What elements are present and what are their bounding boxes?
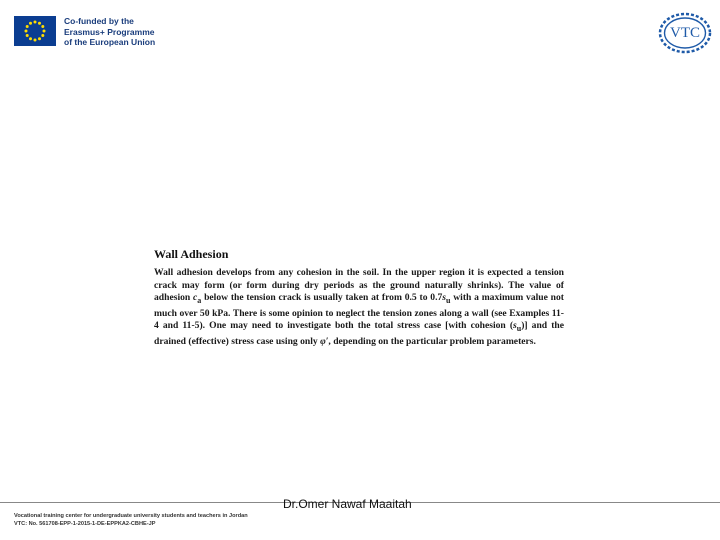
footer-line-2: VTC: No. 561708-EPP-1-2015-1-DE-EPPKA2-CBHE-JP	[14, 521, 156, 527]
vtc-logo	[658, 12, 712, 54]
symbol-ca: c	[193, 292, 198, 304]
document-excerpt	[154, 247, 564, 348]
eu-cofunded-text	[64, 16, 155, 48]
symbol-su-2-sub: u	[516, 324, 522, 334]
eu-line-1: Co-funded by the	[64, 16, 134, 26]
text-part-4: )] and the drained (effective) stress case using only	[154, 320, 564, 347]
symbol-ca-sub: a	[197, 296, 202, 306]
eu-flag-icon	[14, 16, 56, 46]
eu-line-2: Erasmus+ Programme	[64, 26, 155, 37]
body-paragraph	[154, 267, 564, 348]
symbol-su-sub: u	[446, 296, 451, 306]
eu-line-3: of the European Union	[64, 37, 156, 47]
text-part-3: with a maximum value not much over 50 kPa. There is some opinion to neglect the tension zones along a wall (see Examples 11-4 and 11-5). One may need to investigate both the total stress case [with cohesion (	[154, 292, 564, 332]
text-part-1: Wall adhesion develops from any cohesion in the soil. In the upper region it is expected a tension crack may form (or form during dry periods as the ground naturally shrinks). The value of adhesion	[154, 267, 564, 304]
text-part-2: below the tension crack is usually taken at from 0.5 to 0.7	[201, 292, 443, 304]
text-part-5: , depending on the particular problem parameters.	[328, 335, 536, 347]
author-name: Dr.Omer Nawaf Maaitah	[283, 497, 412, 511]
vtc-logo-text: VTC	[670, 25, 700, 41]
section-title: Wall Adhesion	[154, 247, 229, 261]
symbol-phi: φ′	[320, 335, 329, 347]
symbol-su: s	[442, 292, 446, 304]
erasmus-logo	[14, 16, 155, 48]
footer-info	[14, 512, 248, 528]
footer-line-1: Vocational training center for undergraduate university students and teachers in Jordan	[14, 513, 248, 519]
symbol-su-2: s	[513, 320, 517, 332]
